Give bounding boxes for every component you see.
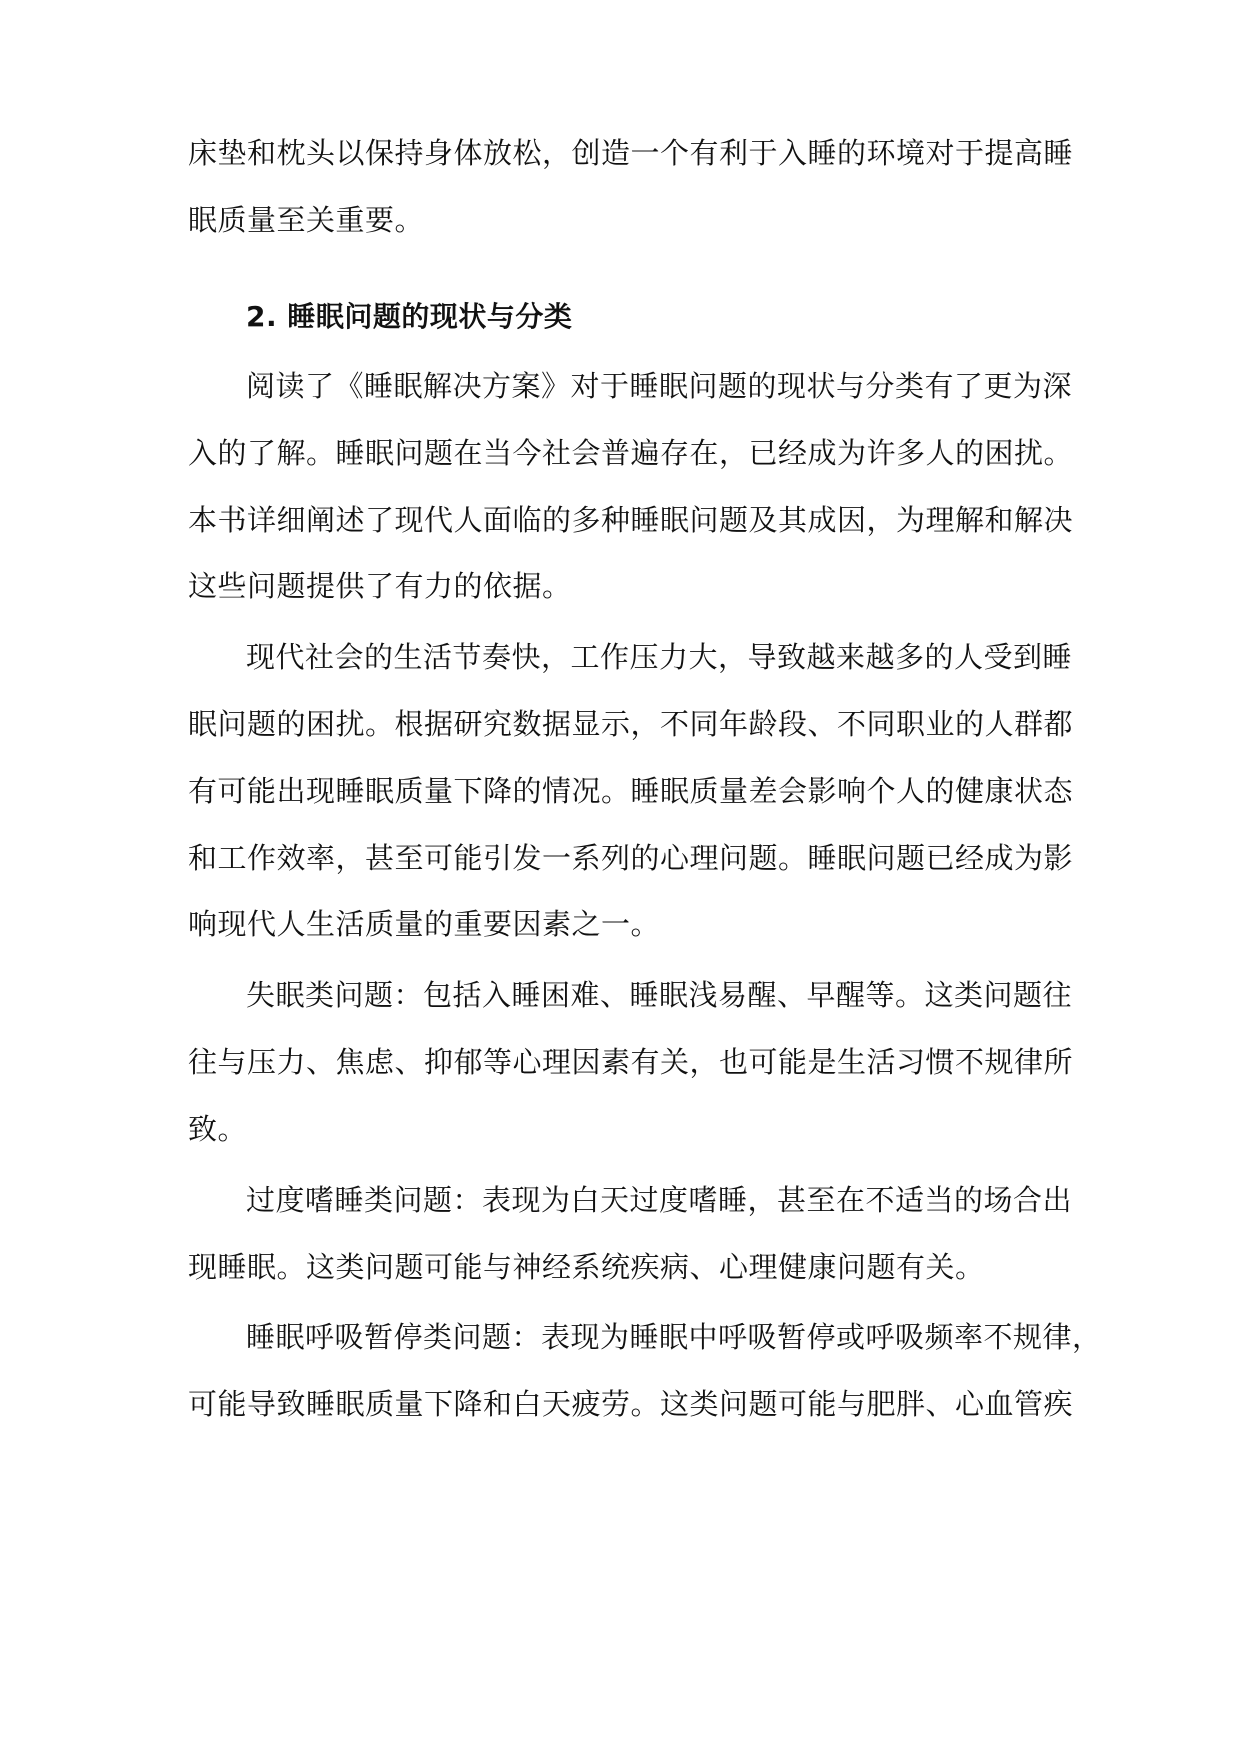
paragraph-line: 眠问题的困扰。根据研究数据显示，不同年龄段、不同职业的人群都 [188,707,1074,741]
paragraph-line: 现睡眠。这类问题可能与神经系统疾病、心理健康问题有关。 [188,1250,985,1284]
paragraph-line: 睡眠呼吸暂停类问题：表现为睡眠中呼吸暂停或呼吸频率不规律， [246,1320,1102,1354]
paragraph-line: 往与压力、焦虑、抑郁等心理因素有关，也可能是生活习惯不规律所 [188,1045,1074,1079]
paragraph-line: 有可能出现睡眠质量下降的情况。睡眠质量差会影响个人的健康状态 [188,774,1074,808]
paragraph-line: 致。 [188,1112,248,1146]
paragraph-line: 阅读了《睡眠解决方案》对于睡眠问题的现状与分类有了更为深 [246,369,1073,403]
paragraph-line: 床垫和枕头以保持身体放松，创造一个有利于入睡的环境对于提高睡 [188,136,1074,170]
paragraph-line: 眠质量至关重要。 [188,203,425,237]
paragraph-line: 现代社会的生活节奏快，工作压力大，导致越来越多的人受到睡 [246,640,1073,674]
section-heading: 2. 睡眠问题的现状与分类 [246,300,573,333]
paragraph-line: 本书详细阐述了现代人面临的多种睡眠问题及其成因，为理解和解决 [188,503,1074,537]
paragraph-line: 这些问题提供了有力的依据。 [188,569,572,603]
paragraph-line: 和工作效率，甚至可能引发一系列的心理问题。睡眠问题已经成为影 [188,841,1074,875]
paragraph-line: 过度嗜睡类问题：表现为白天过度嗜睡，甚至在不适当的场合出 [246,1183,1073,1217]
paragraph-line: 入的了解。睡眠问题在当今社会普遍存在，已经成为许多人的困扰。 [188,436,1074,470]
paragraph-line: 失眠类问题：包括入睡困难、睡眠浅易醒、早醒等。这类问题往 [246,978,1073,1012]
paragraph-line: 响现代人生活质量的重要因素之一。 [188,907,661,941]
paragraph-line: 可能导致睡眠质量下降和白天疲劳。这类问题可能与肥胖、心血管疾 [188,1387,1074,1421]
